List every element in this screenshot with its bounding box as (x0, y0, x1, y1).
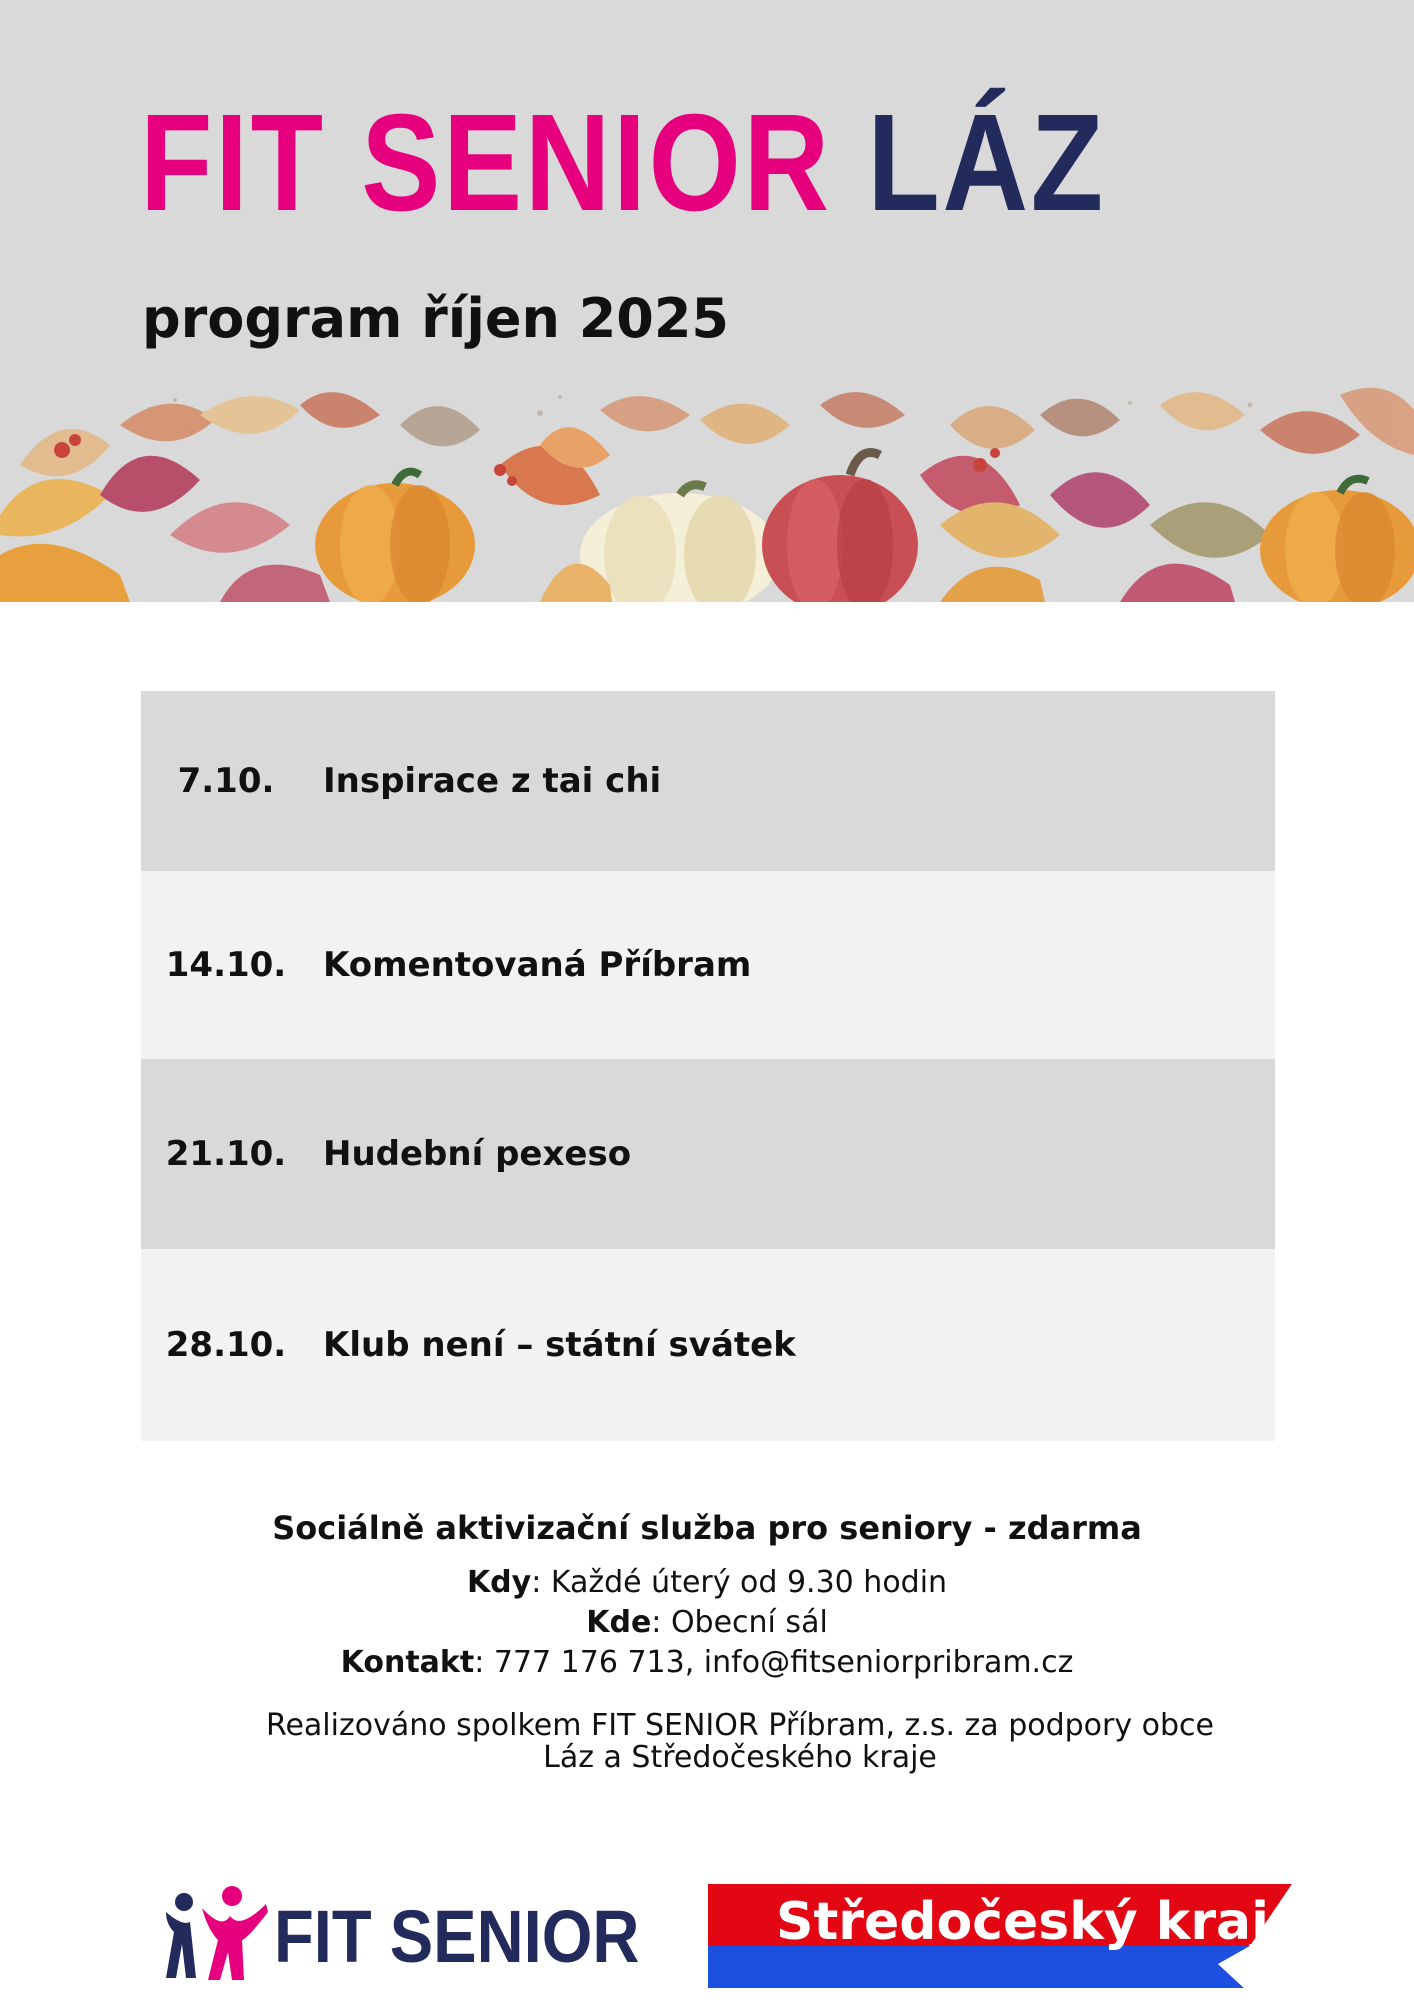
table-row (141, 871, 1275, 1059)
where-value: : Obecní sál (651, 1605, 828, 1640)
row-activity: Klub není – státní svátek (323, 1325, 796, 1365)
program-table (141, 691, 1275, 1441)
row-date: 21.10. (165, 1134, 287, 1174)
service-headline: Sociálně aktivizační služba pro seniory - zdarma (272, 1509, 1142, 1547)
contact-line (0, 1643, 1414, 1683)
fit-senior-logo (162, 1880, 640, 1980)
realized-line-2: Láz a Středočeského kraje (543, 1740, 937, 1775)
row-activity: Komentovaná Příbram (323, 945, 752, 985)
page-title (140, 88, 1106, 238)
realized-line-1: Realizováno spolkem FIT SENIOR Příbram, z.s. za podpory obce (265, 1708, 1215, 1743)
row-activity: Hudební pexeso (323, 1134, 632, 1174)
when-line (0, 1563, 1414, 1603)
contact-value: : 777 176 713, info@fitseniorpribram.cz (474, 1645, 1074, 1680)
stredocesky-kraj-logo (708, 1884, 1292, 1988)
title-laz: LÁZ (867, 86, 1106, 240)
when-label: Kdy (466, 1565, 532, 1600)
row-date: 7.10. (177, 761, 275, 801)
header-banner (0, 0, 1414, 602)
when-value: : Každé úterý od 9.30 hodin (531, 1565, 948, 1600)
kraj-logo-text: Středočeský kraj (776, 1892, 1269, 1952)
fit-senior-figures-icon (162, 1886, 272, 1982)
row-activity: Inspirace z tai chi (323, 761, 662, 801)
where-line (0, 1603, 1414, 1643)
table-row (141, 1059, 1275, 1249)
row-date: 28.10. (165, 1325, 287, 1365)
realized-by-note (190, 1710, 1290, 1774)
table-row (141, 1249, 1275, 1441)
page-subtitle: program říjen 2025 (142, 287, 729, 350)
contact-label: Kontakt (340, 1645, 475, 1680)
where-label: Kde (586, 1605, 652, 1640)
row-date: 14.10. (165, 945, 287, 985)
table-row (141, 691, 1275, 871)
autumn-garland-illustration (0, 385, 1414, 602)
title-fit-senior: FIT SENIOR (140, 86, 832, 240)
info-block (0, 1503, 1414, 1683)
fit-senior-logo-text: FIT SENIOR (274, 1895, 640, 1978)
